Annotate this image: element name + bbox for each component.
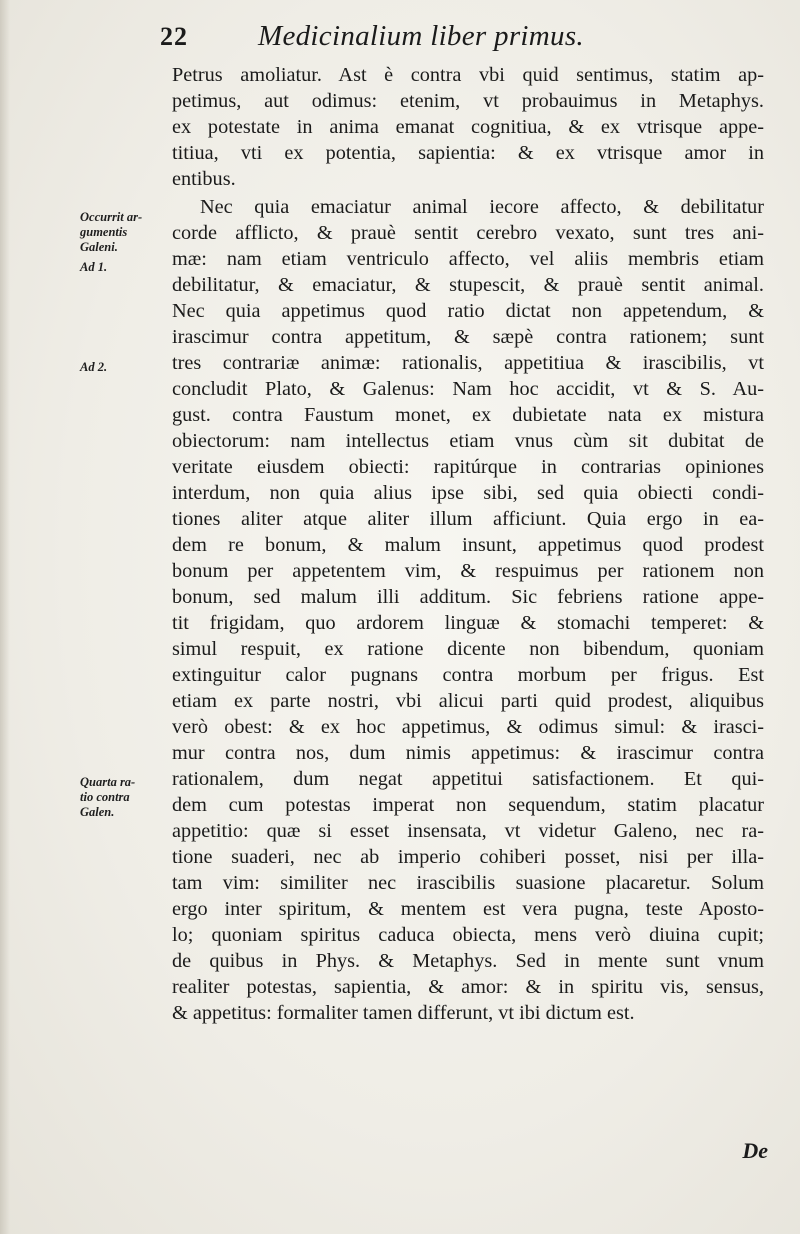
text-line: bonum, sed malum illi additum. Sic febriens ratione appe- (172, 586, 764, 608)
text-line: Nec quia emaciatur animal iecore affecto, & debilitatur (200, 196, 764, 218)
text-line: verò obest: & ex hoc appetimus, & odimus simul: & irasci- (172, 716, 764, 738)
text-line: mæ: nam etiam ventriculo affecto, vel aliis membris etiam (172, 248, 764, 270)
text-line: corde afflicto, & prauè sentit cerebro vexato, sunt tres ani- (172, 222, 764, 244)
running-title: Medicinalium liber primus. (258, 20, 584, 52)
text-line: lo; quoniam spiritus caduca obiecta, mens verò diuina cupit; (172, 924, 764, 946)
text-line: ergo inter spiritum, & mentem est vera pugna, teste Aposto- (172, 898, 764, 920)
text-line: etiam ex parte nostri, vbi alicui parti quid prodest, aliquibus (172, 690, 764, 712)
text-line: gust. contra Faustum monet, ex dubietate nata ex mistura (172, 404, 764, 426)
text-line: veritate eiusdem obiecti: rapitúrque in contrarias opiniones (172, 456, 764, 478)
text-line: Petrus amoliatur. Ast è contra vbi quid sentimus, statim ap- (172, 64, 764, 86)
text-line: Nec quia appetimus quod ratio dictat non appetendum, & (172, 300, 764, 322)
page-header (160, 20, 780, 60)
text-line: de quibus in Phys. & Metaphys. Sed in mente sunt vnum (172, 950, 764, 972)
marginal-note-line: Occurrit ar- (80, 210, 143, 224)
marginal-note-ad-2: Ad 2. (80, 360, 108, 374)
text-line: interdum, non quia alius ipse sibi, sed quia obiecti condi- (172, 482, 764, 504)
text-line: tres contrariæ animæ: rationalis, appetitiua & irascibilis, vt (172, 352, 764, 374)
marginal-note-line: gumentis (80, 225, 128, 239)
text-line: ex potestate in anima emanat cognitiua, & ex vtrisque appe- (172, 116, 764, 138)
page-number: 22 (160, 22, 188, 51)
text-line: appetitio: quæ si esset insensata, vt videtur Galeno, nec ra- (172, 820, 764, 842)
page-gutter-shadow (0, 0, 10, 1234)
text-line: debilitatur, & emaciatur, & stupescit, & prauè sentit animal. (172, 274, 764, 296)
text-line: titiua, vti ex potentia, sapientia: & ex vtrisque amor in (172, 142, 764, 164)
text-line: tit frigidam, quo ardorem linguæ & stomachi temperet: & (172, 612, 764, 634)
text-line: rationalem, dum negat appetitui satisfactionem. Et qui- (172, 768, 764, 790)
text-line: & appetitus: formaliter tamen differunt, vt ibi dictum est. (172, 1002, 635, 1024)
text-line: concludit Plato, & Galenus: Nam hoc accidit, vt & S. Au- (172, 378, 764, 400)
text-line: mur contra nos, dum nimis appetimus: & irascimur contra (172, 742, 764, 764)
text-line: petimus, aut odimus: etenim, vt probauimus in Metaphys. (172, 90, 764, 112)
text-line: entibus. (172, 168, 236, 190)
text-line: extinguitur calor pugnans contra morbum per frigus. Est (172, 664, 764, 686)
text-line: tione suaderi, nec ab imperio cohiberi posset, nisi per illa- (172, 846, 764, 868)
marginal-note-occurrit (80, 210, 172, 255)
marginal-note-line: Quarta ra- (80, 775, 136, 789)
marginal-note-line: Galeni. (80, 240, 118, 254)
text-line: obiectorum: nam intellectus etiam vnus cùm sit dubitat de (172, 430, 764, 452)
marginal-note-ad-1: Ad 1. (80, 260, 108, 274)
text-line: tam vim: similiter nec irascibilis suasione placaretur. Solum (172, 872, 764, 894)
text-line: bonum per appetentem vim, & respuimus per rationem non (172, 560, 764, 582)
text-line: dem re bonum, & malum insunt, appetimus quod prodest (172, 534, 764, 556)
text-line: realiter potestas, sapientia, & amor: & in spiritu vis, sensus, (172, 976, 764, 998)
catchword: De (742, 1138, 768, 1163)
marginal-note-line: Galen. (80, 805, 115, 819)
marginal-note-quarta-ratio (80, 775, 172, 820)
marginal-note-line: tio contra (80, 790, 130, 804)
text-line: dem cum potestas imperat non sequendum, statim placatur (172, 794, 764, 816)
text-line: tiones aliter atque aliter illum afficiunt. Quia ergo in ea- (172, 508, 764, 530)
text-line: simul respuit, ex ratione dicente non bibendum, quoniam (172, 638, 764, 660)
text-line: irascimur contra appetitum, & sæpè contra rationem; sunt (172, 326, 764, 348)
main-text-block (172, 62, 764, 1026)
